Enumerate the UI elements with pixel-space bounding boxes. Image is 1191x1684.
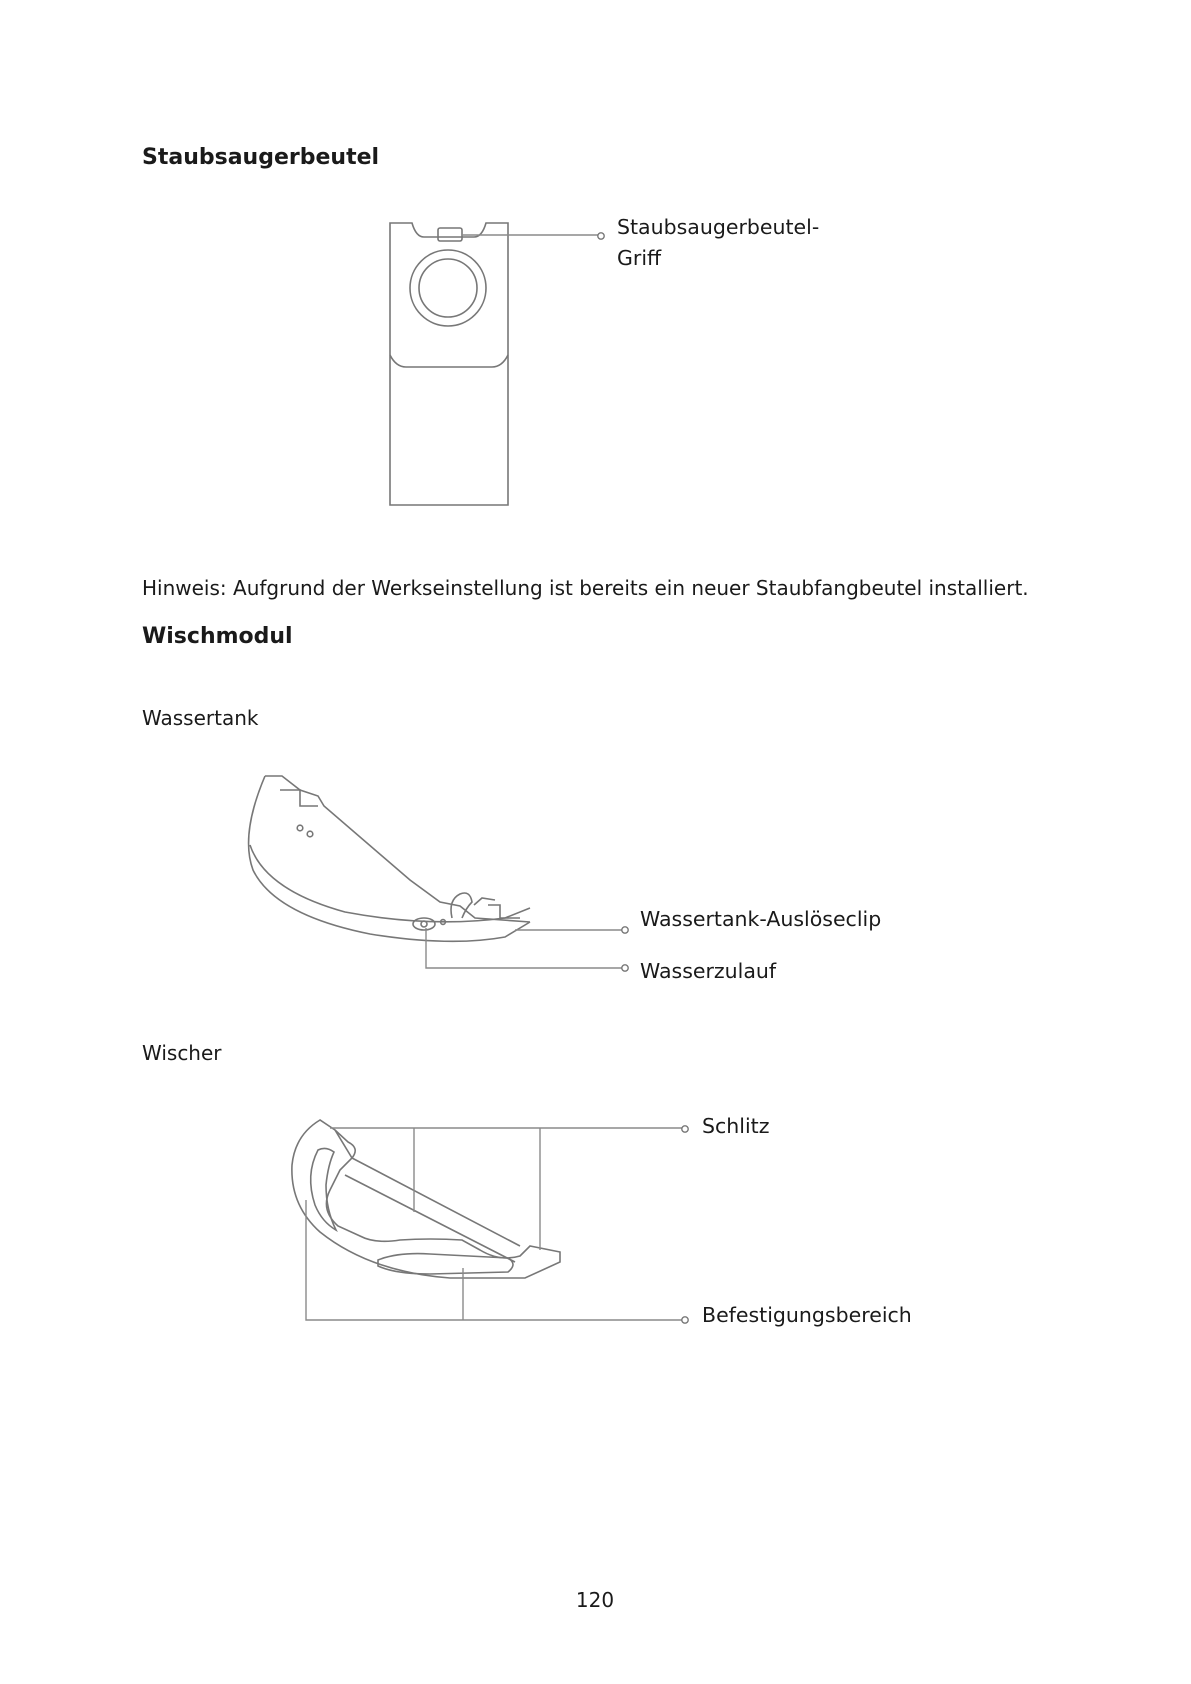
label-water-tank-release-clip: Wassertank-Auslöseclip [640, 907, 882, 931]
label-dust-bag-handle-line2: Griff [617, 246, 662, 270]
note-text: Hinweis: Aufgrund der Werkseinstellung ist bereits ein neuer Staubfangbeutel installiert. [142, 576, 1029, 600]
label-dust-bag-handle-line1: Staubsaugerbeutel- [617, 215, 820, 239]
section-title-mop-module: Wischmodul [142, 624, 293, 649]
subtitle-water-tank: Wassertank [142, 706, 259, 730]
label-slot: Schlitz [702, 1114, 770, 1138]
label-water-inlet: Wasserzulauf [640, 959, 777, 983]
subtitle-wiper: Wischer [142, 1041, 222, 1065]
section-title-dust-bag: Staubsaugerbeutel [142, 145, 380, 170]
page-number: 120 [575, 1588, 615, 1612]
label-mounting-area: Befestigungsbereich [702, 1303, 912, 1327]
